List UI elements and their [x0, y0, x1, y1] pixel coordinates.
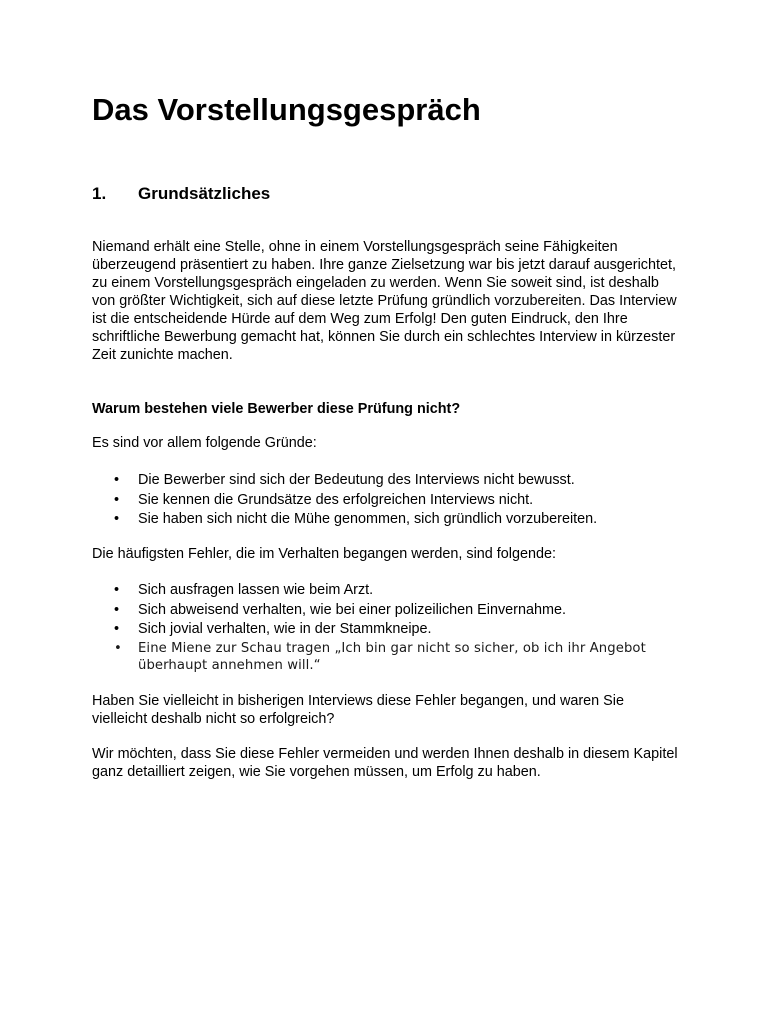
list-item [92, 581, 692, 601]
closing-paragraph-2: Wir möchten, dass Sie diese Fehler vermeiden und werden Ihnen deshalb in diesem Kapitel ganz detailliert zeigen, wie Sie vorgehen müssen, um Erfolg zu haben. [92, 746, 678, 780]
bullet-icon: • [114, 582, 120, 598]
list-item-text: Sich ausfragen lassen wie beim Arzt. [138, 582, 374, 598]
list-item-text: Eine Miene zur Schau tragen „Ich bin gar nicht so sicher, ob ich ihr Angebot überhaupt annehmen will.“ [138, 640, 646, 673]
list-item [92, 491, 692, 511]
list-item [92, 601, 692, 621]
bullet-icon: • [114, 491, 120, 508]
list-item [92, 510, 692, 530]
reasons-list [92, 471, 692, 530]
question-heading: Warum bestehen viele Bewerber diese Prüfung nicht? [92, 401, 461, 417]
list-item-text: Sie haben sich nicht die Mühe genommen, sich gründlich vorzubereiten. [138, 511, 598, 527]
bullet-icon: • [114, 472, 120, 488]
bullet-icon: • [114, 601, 120, 618]
errors-list [92, 581, 692, 675]
list-item [92, 620, 692, 640]
intro-paragraph: Niemand erhält eine Stelle, ohne in einem Vorstellungsgespräch seine Fähigkeiten überzeugend präsentiert zu haben. Ihre ganze Zielsetzung war bis jetzt darauf ausgerichtet, zu einem Vorstellungsgespräch eingeladen zu werden. Wenn Sie soweit sind, ist deshalb von größter Wichtigkeit, sich auf diese letzte Prüfung gründlich vorzubereiten. Das Interview ist die entscheidende Hürde auf dem Weg zum Erfolg! Den guten Eindruck, den Ihre schriftliche Bewerbung gemacht hat, können Sie durch ein schlechtes Interview in kürzester Zeit zunichte machen. [92, 239, 677, 363]
list-item-text: Sie kennen die Grundsätze des erfolgreichen Interviews nicht. [138, 491, 534, 508]
reasons-intro: Es sind vor allem folgende Gründe: [92, 435, 317, 451]
list-item [92, 471, 692, 491]
section-number: 1. [92, 184, 107, 203]
list-item [92, 640, 692, 675]
bullet-icon: • [114, 621, 120, 637]
document-title: Das Vorstellungsgespräch [92, 92, 481, 127]
bullet-icon: • [114, 511, 120, 527]
list-item-text: Sich jovial verhalten, wie in der Stammkneipe. [138, 621, 432, 637]
closing-paragraph-1: Haben Sie vielleicht in bisherigen Interviews diese Fehler begangen, und waren Sie vielleicht deshalb nicht so erfolgreich? [92, 693, 624, 727]
section-title: Grundsätzliches [138, 184, 271, 203]
section-heading [92, 182, 270, 206]
list-item-text: Die Bewerber sind sich der Bedeutung des Interviews nicht bewusst. [138, 472, 575, 488]
errors-intro: Die häufigsten Fehler, die im Verhalten begangen werden, sind folgende: [92, 546, 557, 562]
list-item-text: Sich abweisend verhalten, wie bei einer polizeilichen Einvernahme. [138, 601, 566, 618]
bullet-icon: • [114, 640, 122, 656]
